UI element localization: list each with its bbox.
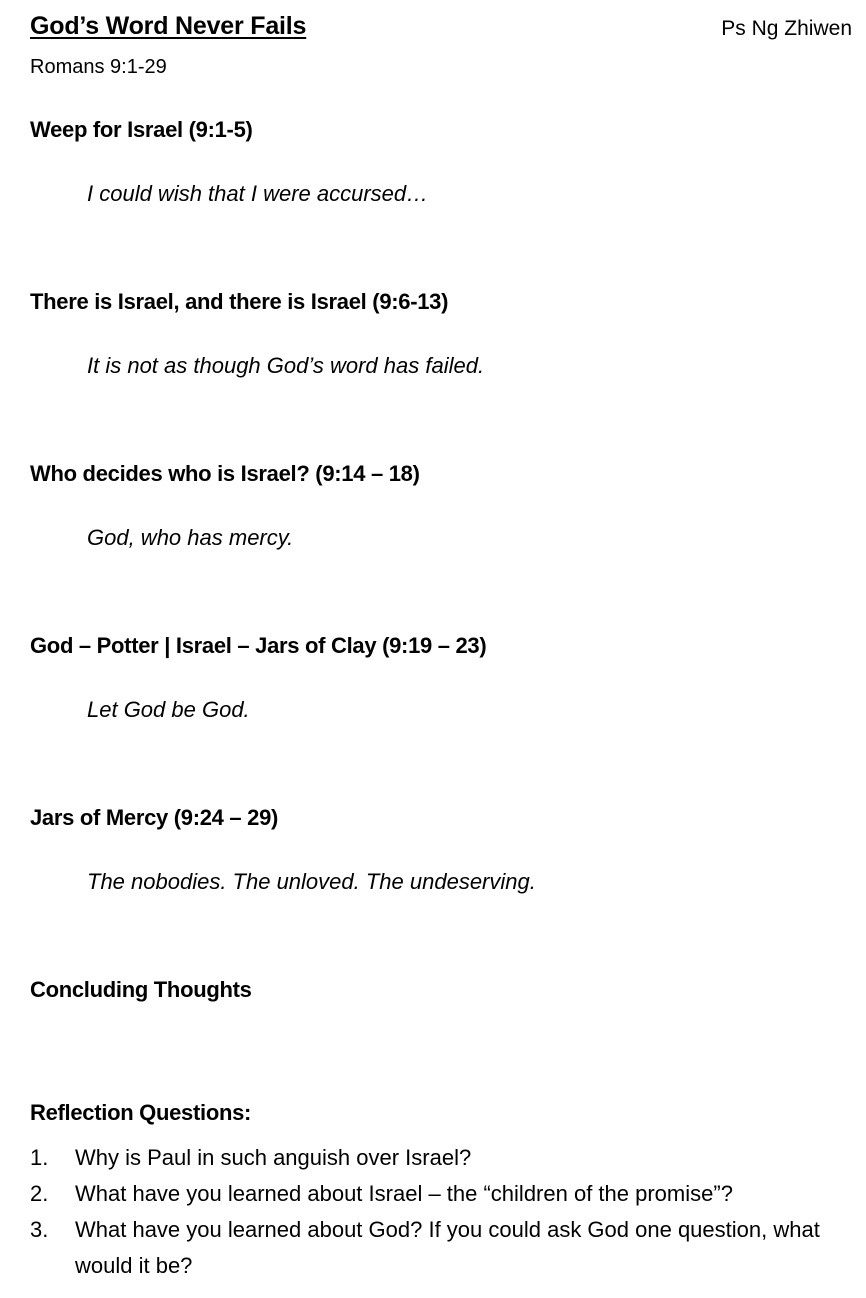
reflection-heading: Reflection Questions: bbox=[30, 1100, 252, 1125]
question-text: Why is Paul in such anguish over Israel? bbox=[75, 1145, 472, 1170]
question-text: What have you learned about Israel – the “children of the promise”? bbox=[75, 1181, 733, 1206]
section-heading: There is Israel, and there is Israel (9:6-13) bbox=[30, 289, 449, 314]
list-item bbox=[30, 1176, 850, 1212]
question-number: 2. bbox=[30, 1181, 49, 1206]
section-heading: Weep for Israel (9:1-5) bbox=[30, 117, 253, 142]
scripture-reference: Romans 9:1-29 bbox=[30, 56, 167, 78]
section-heading: Jars of Mercy (9:24 – 29) bbox=[30, 805, 279, 830]
question-number: 1. bbox=[30, 1145, 49, 1170]
section-note: Let God be God. bbox=[87, 697, 250, 722]
author-name: Ps Ng Zhiwen bbox=[721, 17, 852, 40]
section-note: I could wish that I were accursed… bbox=[87, 181, 429, 206]
question-number: 3. bbox=[30, 1217, 49, 1242]
section-note: It is not as though God’s word has failed. bbox=[87, 353, 485, 378]
list-item bbox=[30, 1140, 850, 1176]
section-note: God, who has mercy. bbox=[87, 525, 294, 550]
section-heading: God – Potter | Israel – Jars of Clay (9:19 – 23) bbox=[30, 633, 487, 658]
reflection-question-list bbox=[30, 1140, 850, 1284]
section-note: The nobodies. The unloved. The undeserving. bbox=[87, 869, 536, 894]
question-text: What have you learned about God? If you could ask God one question, what would it be? bbox=[75, 1217, 820, 1278]
document-title: God’s Word Never Fails bbox=[30, 12, 307, 40]
section-heading: Who decides who is Israel? (9:14 – 18) bbox=[30, 461, 420, 486]
section-heading: Concluding Thoughts bbox=[30, 977, 252, 1002]
list-item bbox=[30, 1212, 850, 1284]
